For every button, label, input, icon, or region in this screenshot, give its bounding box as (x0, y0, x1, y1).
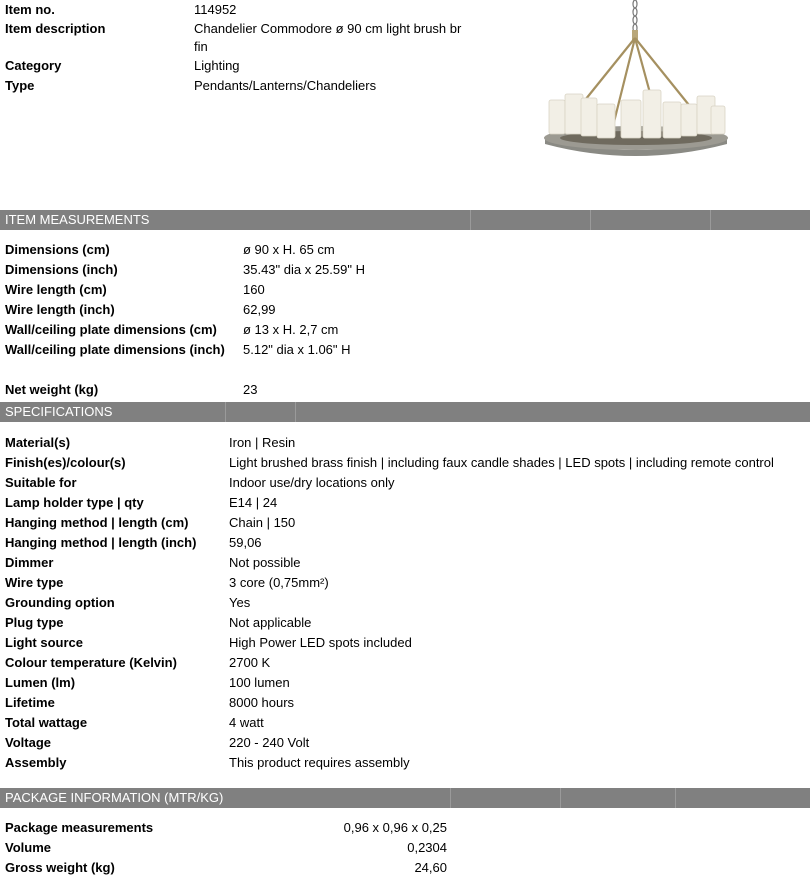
item-no-value: 114952 (194, 2, 237, 17)
row-value: 35.43" dia x 25.59" H (243, 262, 365, 277)
section-header-specifications (0, 402, 810, 422)
row-label: Wall/ceiling plate dimensions (cm) (5, 322, 217, 337)
header-divider (470, 210, 471, 230)
row-label: Suitable for (5, 475, 77, 490)
row-value: 4 watt (229, 715, 264, 730)
row-value: 220 - 240 Volt (229, 735, 310, 750)
row-label: Finish(es)/colour(s) (5, 455, 126, 470)
row-value: Indoor use/dry locations only (229, 475, 395, 490)
row-value: Iron | Resin (229, 435, 296, 450)
row-value: 5.12" dia x 1.06" H (243, 342, 351, 357)
section-title: SPECIFICATIONS (5, 404, 113, 419)
category-label: Category (5, 58, 62, 73)
row-value: 160 (243, 282, 265, 297)
chandelier-image (535, 0, 735, 160)
row-value: ø 90 x H. 65 cm (243, 242, 335, 257)
net-weight-label: Net weight (kg) (5, 382, 99, 397)
row-label: Dimmer (5, 555, 54, 570)
row-value: 2700 K (229, 655, 271, 670)
section-title: ITEM MEASUREMENTS (5, 212, 150, 227)
row-value: Not applicable (229, 615, 312, 630)
row-value: ø 13 x H. 2,7 cm (243, 322, 339, 337)
row-label: Light source (5, 635, 84, 650)
row-value: 24,60 (414, 860, 447, 875)
row-label: Wire type (5, 575, 64, 590)
row-label: Gross weight (kg) (5, 860, 115, 875)
row-value: E14 | 24 (229, 495, 278, 510)
category-value: Lighting (194, 58, 240, 73)
section-title: PACKAGE INFORMATION (MTR/KG) (5, 790, 224, 805)
header-divider (560, 788, 561, 808)
type-label: Type (5, 78, 35, 93)
header-divider (710, 210, 711, 230)
net-weight-value: 23 (243, 382, 258, 397)
item-description-value-line1: Chandelier Commodore ø 90 cm light brush br (194, 21, 462, 36)
section-header-package-information (0, 788, 810, 808)
row-label: Wire length (cm) (5, 282, 107, 297)
row-label: Lumen (lm) (5, 675, 76, 690)
row-label: Colour temperature (Kelvin) (5, 655, 177, 670)
row-label: Assembly (5, 755, 67, 770)
row-label: Voltage (5, 735, 51, 750)
header-divider (225, 402, 226, 422)
row-value: Not possible (229, 555, 301, 570)
row-value: Light brushed brass finish | including faux candle shades | LED spots | including remote control (229, 455, 774, 470)
row-value: 3 core (0,75mm²) (229, 575, 329, 590)
row-label: Lamp holder type | qty (5, 495, 144, 510)
row-value: 59,06 (229, 535, 262, 550)
row-label: Grounding option (5, 595, 115, 610)
row-value: High Power LED spots included (229, 635, 412, 650)
row-label: Total wattage (5, 715, 88, 730)
row-label: Dimensions (inch) (5, 262, 118, 277)
row-label: Wall/ceiling plate dimensions (inch) (5, 342, 225, 357)
row-label: Hanging method | length (cm) (5, 515, 189, 530)
row-value: 62,99 (243, 302, 276, 317)
row-label: Package measurements (5, 820, 154, 835)
row-value: This product requires assembly (229, 755, 410, 770)
header-divider (450, 788, 451, 808)
row-label: Lifetime (5, 695, 55, 710)
header-divider (295, 402, 296, 422)
row-value: 8000 hours (229, 695, 295, 710)
header-divider (675, 788, 676, 808)
row-value: Chain | 150 (229, 515, 296, 530)
item-description-label: Item description (5, 21, 106, 36)
item-description-value-line2: fin (194, 39, 208, 54)
row-label: Material(s) (5, 435, 71, 450)
row-label: Wire length (inch) (5, 302, 115, 317)
row-value: 0,96 x 0,96 x 0,25 (343, 820, 447, 835)
row-value: Yes (229, 595, 251, 610)
row-label: Dimensions (cm) (5, 242, 110, 257)
row-label: Plug type (5, 615, 64, 630)
type-value: Pendants/Lanterns/Chandeliers (194, 78, 377, 93)
chain (633, 0, 637, 32)
row-value: 100 lumen (229, 675, 290, 690)
header-divider (590, 210, 591, 230)
row-label: Hanging method | length (inch) (5, 535, 197, 550)
section-header-item-measurements (0, 210, 810, 230)
candle-shades (549, 90, 725, 138)
item-no-label: Item no. (5, 2, 55, 17)
row-value: 0,2304 (407, 840, 447, 855)
row-label: Volume (5, 840, 51, 855)
